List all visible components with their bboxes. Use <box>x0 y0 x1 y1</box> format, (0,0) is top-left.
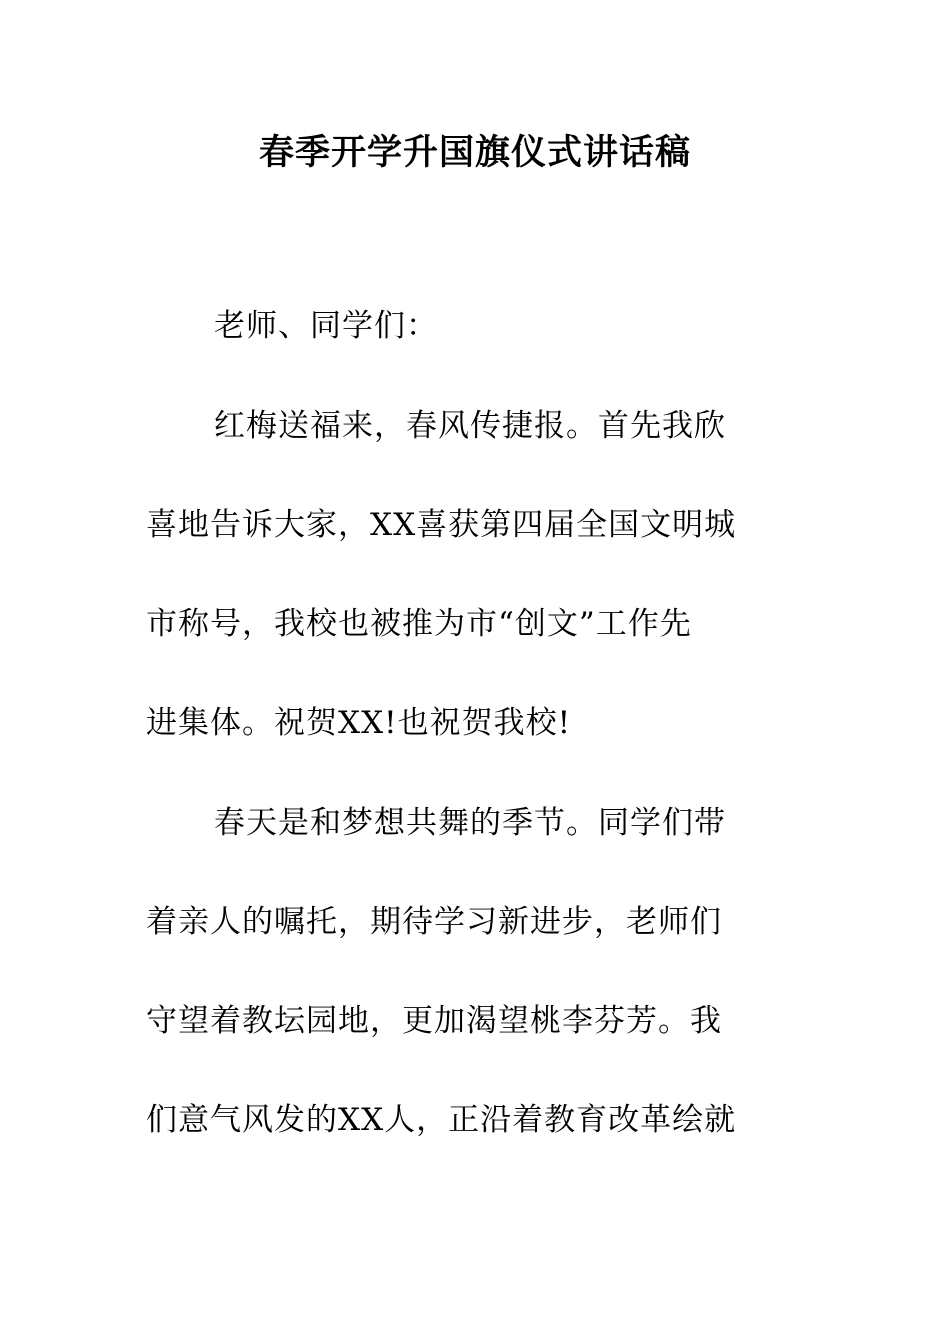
paragraph-1-line-1: 红梅送福来，春风传捷报。首先我欣 <box>214 408 726 444</box>
paragraph-2-line-4: 们意气风发的XX人，正沿着教育改革绘就 <box>146 1102 737 1138</box>
document-title: 春季开学升国旗仪式讲话稿 <box>258 132 691 173</box>
paragraph-2-line-2: 着亲人的嘱托，期待学习新进步，老师们 <box>146 904 722 940</box>
paragraph-2-line-3: 守望着教坛园地，更加渴望桃李芬芳。我 <box>146 1003 722 1039</box>
paragraph-2-line-1: 春天是和梦想共舞的季节。同学们带 <box>214 805 726 841</box>
greeting-line: 老师、同学们： <box>214 308 438 344</box>
paragraph-1-line-4: 进集体。祝贺XX!也祝贺我校! <box>146 705 572 741</box>
paragraph-1-line-2: 喜地告诉大家，XX喜获第四届全国文明城 <box>146 507 737 543</box>
paragraph-1-line-3: 市称号，我校也被推为市“创文”工作先 <box>146 606 692 642</box>
